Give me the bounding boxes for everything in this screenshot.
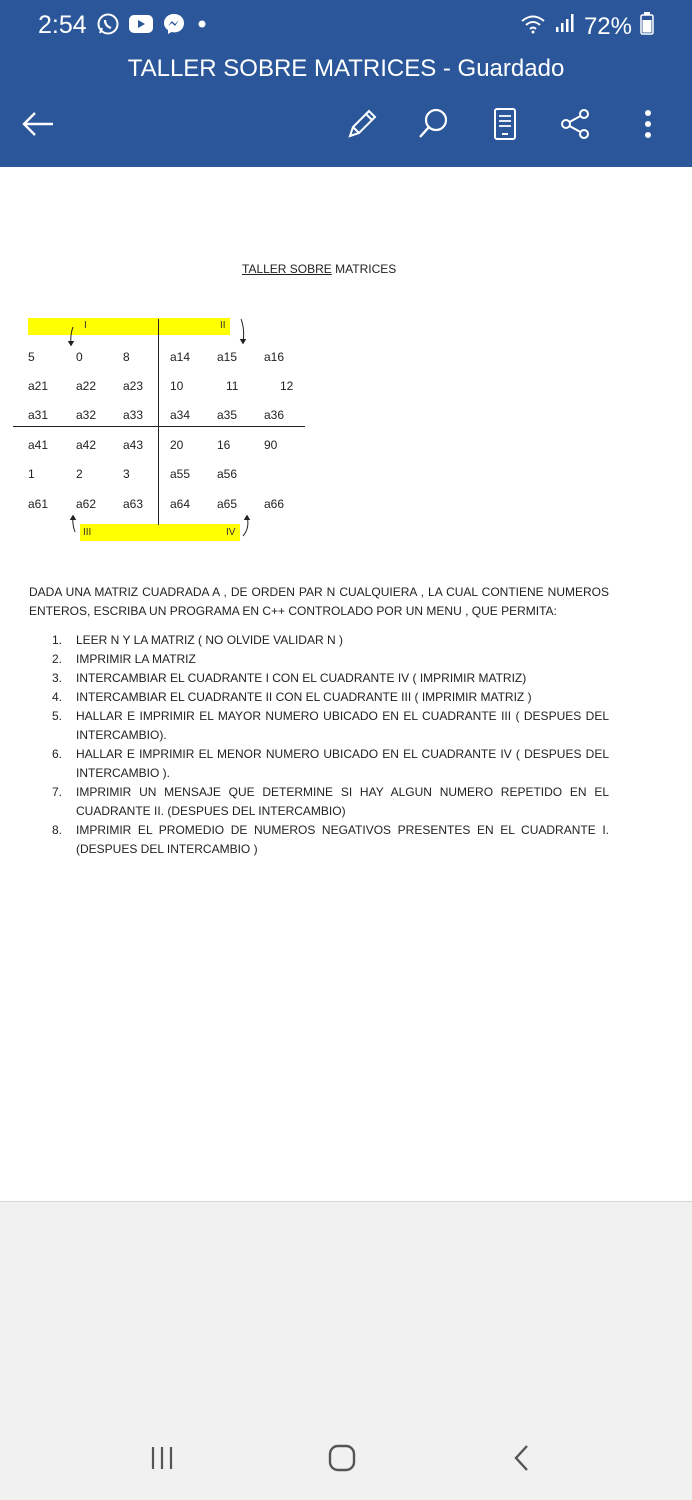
more-vert-icon xyxy=(643,107,653,146)
dot-icon xyxy=(194,16,210,37)
list-item-number: 6. xyxy=(52,747,63,761)
arrow-up-icon xyxy=(240,512,254,540)
arrow-up-icon xyxy=(66,512,80,534)
battery-icon xyxy=(640,11,654,42)
matrix-cell: a22 xyxy=(76,379,97,393)
quadrant-label-iii: III xyxy=(83,527,92,538)
matrix-cell: a62 xyxy=(76,497,97,511)
notification-icons xyxy=(96,12,210,41)
list-item xyxy=(29,707,609,745)
list-item-text: IMPRIMIR EL PROMEDIO DE NUMEROS NEGATIVOS PRESENTES EN EL CUADRANTE I. (DESPUES DEL INTERCAMBIO ) xyxy=(76,823,609,856)
list-item-number: 7. xyxy=(52,785,63,799)
matrix-cell: a23 xyxy=(123,379,144,393)
nav-back-button[interactable] xyxy=(492,1440,552,1480)
system-nav-bar xyxy=(0,1420,692,1500)
list-item-number: 2. xyxy=(52,652,63,666)
pencil-icon xyxy=(345,107,379,146)
matrix-cell: a41 xyxy=(28,438,49,452)
matrix-cell: a32 xyxy=(76,408,97,422)
list-item-number: 5. xyxy=(52,709,63,723)
list-item-text: LEER N Y LA MATRIZ ( NO OLVIDE VALIDAR N ) xyxy=(76,633,343,647)
matrix-cell: 12 xyxy=(280,379,294,393)
quadrant-label-i: I xyxy=(84,320,87,331)
list-item xyxy=(29,669,609,688)
back-icon xyxy=(512,1444,532,1477)
matrix-cell: 3 xyxy=(123,467,130,481)
matrix-cell: a66 xyxy=(264,497,285,511)
list-item-text: HALLAR E IMPRIMIR EL MAYOR NUMERO UBICADO EN EL CUADRANTE III ( DESPUES DEL INTERCAMBIO). xyxy=(76,709,609,742)
edit-button[interactable] xyxy=(340,104,384,148)
matrix-cell: 16 xyxy=(217,438,231,452)
matrix-cell: a14 xyxy=(170,350,191,364)
list-item-number: 1. xyxy=(52,633,63,647)
matrix-horizontal-divider xyxy=(13,426,305,427)
arrow-down-icon xyxy=(64,327,78,349)
matrix-cell: 90 xyxy=(264,438,278,452)
document-page[interactable] xyxy=(0,167,692,1202)
document-heading xyxy=(242,262,396,276)
matrix-cell: a64 xyxy=(170,497,191,511)
reading-mode-icon xyxy=(491,107,519,146)
home-button[interactable] xyxy=(312,1440,372,1480)
matrix-cell: a21 xyxy=(28,379,49,393)
status-right xyxy=(520,11,654,42)
matrix-cell: 8 xyxy=(123,350,130,364)
matrix-cell: a15 xyxy=(217,350,238,364)
arrow-down-icon xyxy=(236,319,250,347)
list-item xyxy=(29,821,609,859)
highlight-top xyxy=(28,318,230,335)
matrix-cell: a55 xyxy=(170,467,191,481)
matrix-cell: a34 xyxy=(170,408,191,422)
matrix-cell: 10 xyxy=(170,379,184,393)
recents-button[interactable] xyxy=(132,1440,192,1480)
matrix-cell: a42 xyxy=(76,438,97,452)
list-item-text: INTERCAMBIAR EL CUADRANTE I CON EL CUADRANTE IV ( IMPRIMIR MATRIZ) xyxy=(76,671,527,685)
matrix-cell: 1 xyxy=(28,467,35,481)
list-item xyxy=(29,631,609,650)
matrix-cell: a31 xyxy=(28,408,49,422)
list-item-number: 4. xyxy=(52,690,63,704)
problem-statement: DADA UNA MATRIZ CUADRADA A , DE ORDEN PAR N CUALQUIERA , LA CUAL CONTIENE NUMEROS ENTEROS, ESCRIBA UN PROGRAMA EN C++ CONTROLADO POR UN MENU , QUE PERMITA: xyxy=(29,585,609,618)
more-options-button[interactable] xyxy=(626,104,670,148)
matrix-cell: a61 xyxy=(28,497,49,511)
battery-text: 72% xyxy=(583,12,632,40)
whatsapp-icon xyxy=(96,12,120,41)
home-icon xyxy=(327,1443,357,1478)
list-item xyxy=(29,745,609,783)
matrix-cell: a35 xyxy=(217,408,238,422)
matrix-cell: a65 xyxy=(217,497,238,511)
youtube-icon xyxy=(128,14,154,39)
matrix-cell: 2 xyxy=(76,467,83,481)
back-arrow-icon xyxy=(21,111,55,142)
matrix-vertical-divider xyxy=(158,319,159,525)
list-item xyxy=(29,783,609,821)
matrix-cell: 20 xyxy=(170,438,184,452)
heading-rest: MATRICES xyxy=(331,262,397,276)
share-icon xyxy=(558,107,592,146)
list-item xyxy=(29,650,609,669)
list-item xyxy=(29,688,609,707)
matrix-cell: 11 xyxy=(226,379,239,393)
matrix-cell: a63 xyxy=(123,497,144,511)
list-item-text: INTERCAMBIAR EL CUADRANTE II CON EL CUADRANTE III ( IMPRIMIR MATRIZ ) xyxy=(76,690,532,704)
heading-underlined: TALLER SOBRE xyxy=(242,262,332,276)
highlight-bottom xyxy=(80,524,240,541)
list-item-text: IMPRIMIR LA MATRIZ xyxy=(76,652,196,666)
matrix-cell: 5 xyxy=(28,350,35,364)
search-button[interactable] xyxy=(411,104,455,148)
list-item-text: IMPRIMIR UN MENSAJE QUE DETERMINE SI HAY ALGUN NUMERO REPETIDO EN EL CUADRANTE II. (DESPUES DEL INTERCAMBIO) xyxy=(76,785,609,818)
back-button[interactable] xyxy=(16,104,60,148)
list-item-number: 3. xyxy=(52,671,63,685)
matrix-cell: a36 xyxy=(264,408,285,422)
search-icon xyxy=(416,107,450,146)
share-button[interactable] xyxy=(553,104,597,148)
quadrant-label-iv: IV xyxy=(226,527,236,538)
signal-icon xyxy=(554,12,576,41)
quadrant-label-ii: II xyxy=(220,320,226,331)
matrix-cell: a16 xyxy=(264,350,285,364)
matrix-cell: a43 xyxy=(123,438,144,452)
matrix-cell: 0 xyxy=(76,350,83,364)
list-item-text: HALLAR E IMPRIMIR EL MENOR NUMERO UBICADO EN EL CUADRANTE IV ( DESPUES DEL INTERCAMBIO ). xyxy=(76,747,609,780)
messenger-icon xyxy=(162,12,186,41)
matrix-cell: a56 xyxy=(217,467,238,481)
reading-mode-button[interactable] xyxy=(483,104,527,148)
recents-icon xyxy=(148,1445,176,1476)
status-time: 2:54 xyxy=(38,11,87,39)
wifi-icon xyxy=(520,13,546,41)
document-title: TALLER SOBRE MATRICES - Guardado xyxy=(127,55,565,82)
app-header xyxy=(0,0,692,167)
list-item-number: 8. xyxy=(52,823,63,837)
task-list xyxy=(29,631,609,859)
matrix-cell: a33 xyxy=(123,408,144,422)
